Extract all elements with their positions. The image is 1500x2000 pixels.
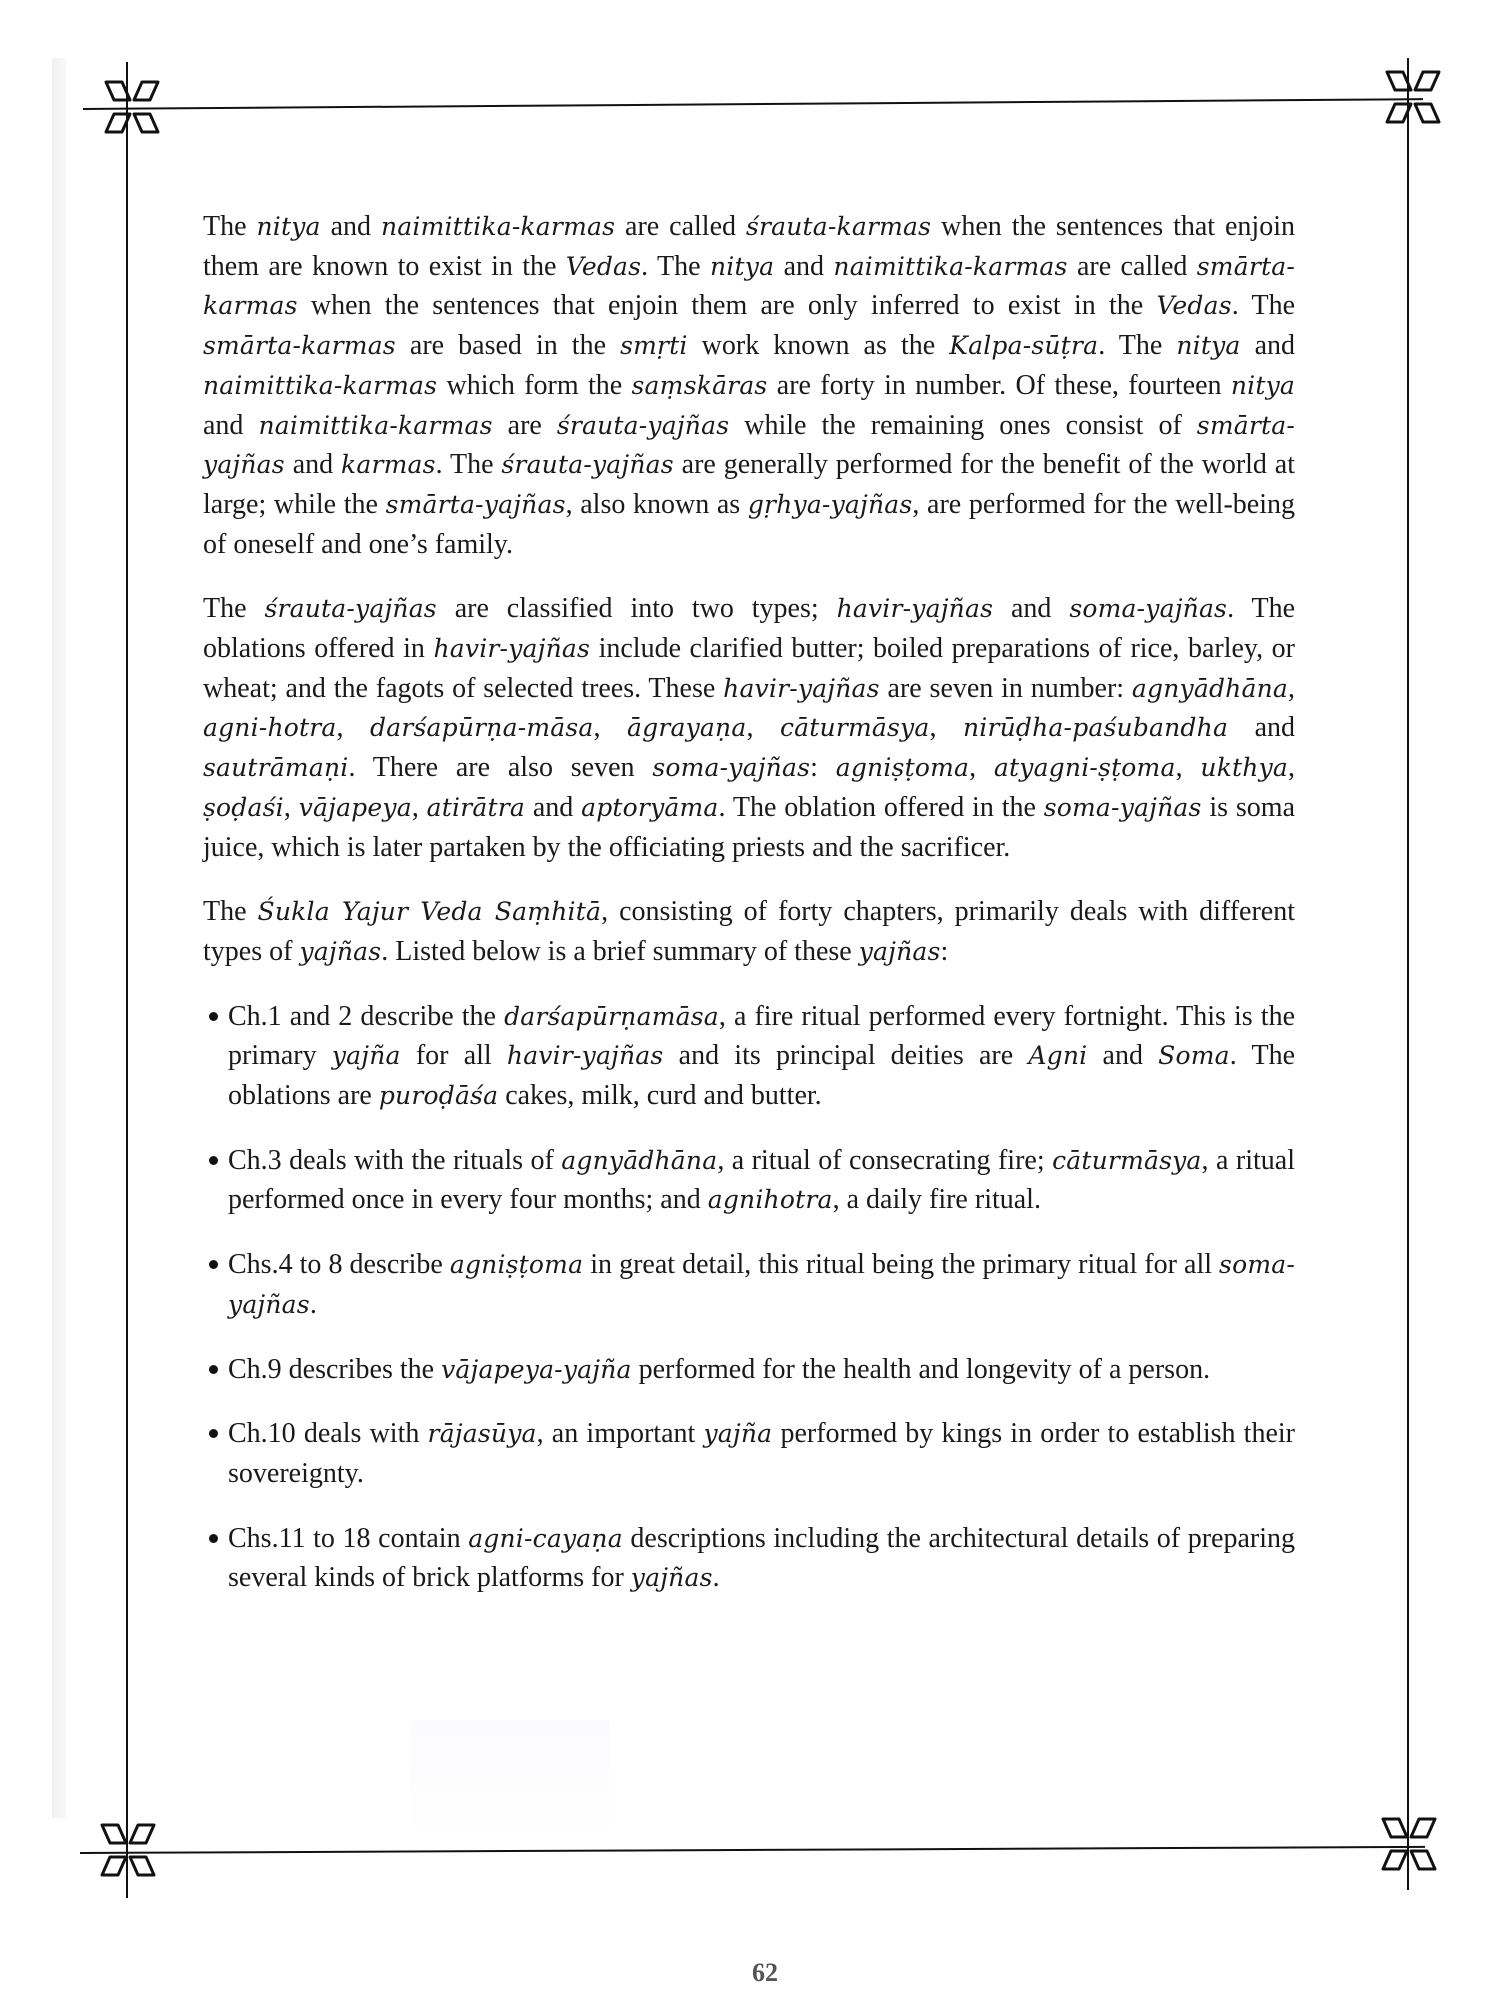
list-item-text: Ch.3 deals with the rituals of agnyādhāna, a ritual of consecrating fire; cāturmāsya, a ritual performed once in every four months; and agnihotra, a daily fire ritual.	[228, 1144, 1295, 1216]
sanskrit-term: havir-yajñas	[723, 673, 880, 703]
sanskrit-term: soma-yajñas	[228, 1250, 1295, 1319]
sanskrit-term: śrauta-yajñas	[264, 594, 437, 624]
sanskrit-term: smṛti	[620, 331, 688, 361]
list-item-text: Ch.9 describes the vājapeya-yajña performed for the health and longevity of a person.	[228, 1353, 1211, 1385]
sanskrit-term: vājapeya-yajña	[441, 1354, 632, 1384]
bullet-icon	[209, 1012, 218, 1021]
sanskrit-term: atirātra	[426, 792, 525, 822]
list-item-text: Ch.10 deals with rājasūya, an important yajña performed by kings in order to establish their sovereignty.	[228, 1418, 1295, 1489]
sanskrit-term: yajña	[703, 1419, 773, 1449]
sanskrit-term: havir-yajñas	[433, 634, 591, 664]
sanskrit-term: nitya	[1230, 370, 1296, 400]
sanskrit-term: Soma	[1158, 1041, 1230, 1071]
page-number: 62	[752, 1958, 778, 1987]
bullet-icon	[209, 1156, 218, 1165]
sanskrit-term: śrauta-yajñas	[501, 450, 674, 480]
bullet-icon	[209, 1260, 218, 1269]
sanskrit-term: darśapūrṇa-māsa	[370, 713, 594, 743]
sanskrit-term: aptoryāma	[581, 792, 719, 822]
sanskrit-term: smārta-karmas	[203, 251, 1295, 321]
list-item-text: Chs.11 to 18 contain agni-cayaṇa descriptions including the architectural details of preparing several kinds of brick platforms for yajñas.	[228, 1522, 1295, 1594]
sanskrit-term: nitya	[256, 212, 321, 241]
list-item	[203, 1245, 1295, 1324]
sanskrit-term: soma-yajñas	[652, 753, 811, 783]
sanskrit-term: yajñas	[299, 936, 382, 966]
sanskrit-term: Agni	[1028, 1041, 1088, 1071]
sanskrit-term: agnyādhāna	[561, 1145, 718, 1175]
scan-edge-shadow	[52, 58, 66, 1818]
sanskrit-term: cāturmāsya	[779, 713, 930, 743]
sanskrit-term: cāturmāsya	[1052, 1145, 1202, 1175]
sanskrit-term: agniṣṭoma	[449, 1250, 584, 1280]
sanskrit-term: naimittika-karmas	[380, 212, 616, 241]
bullet-icon	[209, 1365, 218, 1374]
chapter-summary-list	[203, 997, 1295, 1598]
frame-top-line	[83, 98, 1423, 110]
sanskrit-term: yajña	[331, 1041, 401, 1071]
sanskrit-term: Śukla Yajur Veda Saṃhitā	[257, 897, 602, 927]
list-item	[203, 1350, 1295, 1390]
corner-ornament-icon-bottom-right	[1349, 1792, 1459, 1902]
list-item	[203, 997, 1295, 1116]
corner-ornament-icon-top-left	[72, 55, 182, 165]
sanskrit-term: Vedas	[1156, 291, 1232, 321]
sanskrit-term: gṛhya-yajñas	[747, 489, 913, 519]
sanskrit-term: nitya	[710, 251, 775, 281]
sanskrit-term: śrauta-yajñas	[556, 410, 730, 440]
sanskrit-term: rājasūya	[427, 1419, 537, 1449]
sanskrit-term: saṃskāras	[631, 370, 768, 400]
corner-ornament-icon-bottom-left	[68, 1798, 178, 1908]
sanskrit-term: agnihotra	[707, 1185, 833, 1215]
paragraph: The Śukla Yajur Veda Saṃhitā, consisting of forty chapters, primarily deals with different types of yajñas. Listed below is a brief summary of these yajñas:	[203, 896, 1296, 967]
sanskrit-term: agniṣṭoma	[835, 753, 970, 783]
sanskrit-term: nitya	[1176, 331, 1241, 361]
frame-right-line	[1407, 58, 1409, 1890]
sanskrit-term: agnyādhāna	[1131, 673, 1288, 703]
sanskrit-term: Kalpa-sūṭra	[949, 331, 1099, 361]
corner-ornament-icon-top-right	[1353, 45, 1463, 155]
bullet-icon	[209, 1429, 218, 1438]
sanskrit-term: havir-yajñas	[836, 594, 994, 624]
sanskrit-term: yajñas	[630, 1563, 713, 1593]
bullet-icon	[209, 1534, 218, 1543]
sanskrit-term: soma-yajñas	[1069, 594, 1228, 624]
paragraph: The nitya and naimittika-karmas are called śrauta-karmas when the sentences that enjoin them are known to exist in the Vedas. The nitya and naimittika-karmas are called smārta-karmas when the sentences that enjoin them are only inferred to exist in the Vedas. The smārta-karmas are based in the smṛti work known as the Kalpa-sūṭra. The nitya and naimittika-karmas which form the saṃskāras are forty in number. Of these, fourteen nitya and naimittika-karmas are śrauta-yajñas while the remaining ones consist of smārta-yajñas and karmas. The śrauta-yajñas are generally performed for the benefit of the world at large; while the smārta-yajñas, also known as gṛhya-yajñas, are performed for the well-being of oneself and one’s family.	[203, 211, 1296, 560]
sanskrit-term: Vedas	[565, 251, 642, 281]
sanskrit-term: agni-cayaṇa	[468, 1523, 623, 1553]
sanskrit-term: darśapūrṇamāsa	[504, 1001, 719, 1031]
list-item	[203, 1141, 1295, 1220]
sanskrit-term: ṣoḍaśi	[203, 792, 284, 822]
sanskrit-term: naimittika-karmas	[203, 370, 438, 400]
sanskrit-term: āgrayaṇa	[627, 713, 747, 743]
sanskrit-term: atyagni-ṣṭoma	[993, 753, 1176, 783]
sanskrit-term: naimittika-karmas	[833, 251, 1068, 281]
page-body	[203, 207, 1295, 1623]
sanskrit-term: karmas	[340, 450, 436, 480]
sanskrit-term: smārta-yajñas	[203, 410, 1295, 480]
list-item	[203, 1414, 1295, 1493]
sanskrit-term: smārta-yajñas	[385, 489, 566, 519]
sanskrit-term: ukthya	[1200, 753, 1289, 783]
sanskrit-term: śrauta-karmas	[745, 212, 932, 241]
list-item-text: Ch.1 and 2 describe the darśapūrṇamāsa, a fire ritual performed every fortnight. This is the primary yajña for all havir-yajñas and its principal deities are Agni and Soma. The oblations are puroḍāśa cakes, milk, curd and butter.	[228, 1000, 1296, 1112]
sanskrit-term: agni-hotra	[203, 713, 337, 743]
list-item	[203, 1519, 1295, 1598]
scan-bleed-through	[410, 1720, 610, 1840]
sanskrit-term: soma-yajñas	[1043, 792, 1202, 822]
sanskrit-term: vājapeya	[298, 792, 412, 822]
sanskrit-term: sautrāmaṇi	[203, 753, 349, 783]
sanskrit-term: nirūḍha-paśubandha	[962, 713, 1229, 743]
frame-left-line	[126, 62, 128, 1898]
frame-bottom-line	[80, 1846, 1425, 1854]
sanskrit-term: puroḍāśa	[378, 1081, 499, 1111]
sanskrit-term: smārta-karmas	[203, 331, 396, 361]
sanskrit-term: yajñas	[858, 936, 941, 966]
sanskrit-term: havir-yajñas	[506, 1041, 664, 1071]
sanskrit-term: naimittika-karmas	[258, 410, 493, 440]
paragraph: The śrauta-yajñas are classified into two types; havir-yajñas and soma-yajñas. The oblations offered in havir-yajñas include clarified butter; boiled preparations of rice, barley, or wheat; and the fagots of selected trees. These havir-yajñas are seven in number: agnyādhāna, agni-hotra, darśapūrṇa-māsa, āgrayaṇa, cāturmāsya, nirūḍha-paśubandha and sautrāmaṇi. There are also seven soma-yajñas: agniṣṭoma, atyagni-ṣṭoma, ukthya, ṣoḍaśi, vājapeya, atirātra and aptoryāma. The oblation offered in the soma-yajñas is soma juice, which is later partaken by the officiating priests and the sacrificer.	[203, 593, 1296, 863]
list-item-text: Chs.4 to 8 describe agniṣṭoma in great detail, this ritual being the primary ritual for all soma-yajñas.	[228, 1249, 1295, 1320]
